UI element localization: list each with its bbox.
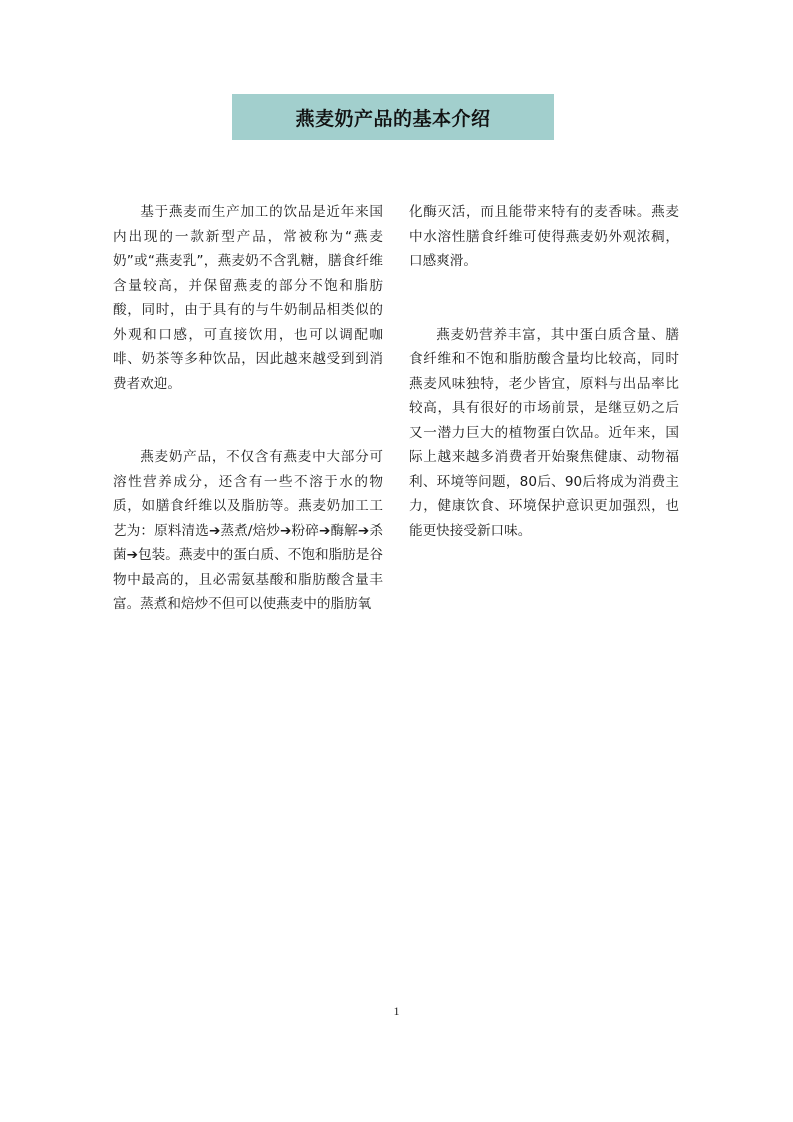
- title-banner: [232, 94, 554, 140]
- paragraph-nutrition: 燕麦奶营养丰富，其中蛋白质含量、膳食纤维和不饱和脂肪酸含量均比较高，同时燕麦风味独特，老少皆宜，原料与出品率比较高，具有很好的市场前景，是继豆奶之后又一潜力巨大的植物蛋白饮品。近年来，国际上越来越多消费者开始聚焦健康、动物福利、环境等问题，80后、90后将成为消费主力，健康饮食、环境保护意识更加强烈，也能更快接受新口味。: [409, 326, 679, 539]
- left-column: [113, 200, 383, 617]
- paragraph-spacer: [113, 396, 383, 445]
- paragraph-intro: 基于燕麦而生产加工的饮品是近年来国内出现的一款新型产品，常被称为“燕麦奶”或“燕麦乳”，燕麦奶不含乳糖，膳食纤维含量较高，并保留燕麦的部分不饱和脂肪酸，同时，由于具有的与牛奶制品相类似的外观和口感，可直接饮用，也可以调配咖啡、奶茶等多种饮品，因此越来越受到到消费者欢迎。: [113, 204, 383, 392]
- page-number: 1: [393, 1004, 400, 1018]
- page-title: 燕麦奶产品的基本介绍: [295, 107, 491, 130]
- paragraph-process: 燕麦奶产品，不仅含有燕麦中大部分可溶性营养成分，还含有一些不溶于水的物质，如膳食纤维以及脂肪等。燕麦奶加工工艺为：原料清选➔蒸煮/焙炒➔粉碎➔酶解➔杀菌➔包装。燕麦中的蛋白质、不饱和脂肪是谷物中最高的，且必需氨基酸和脂肪酸含量丰富。蒸煮和焙炒不但可以使燕麦中的脂肪氧: [113, 449, 383, 612]
- paragraph-process-continued: 化酶灭活，而且能带来特有的麦香味。燕麦中水溶性膳食纤维可使得燕麦奶外观浓稠，口感爽滑。: [409, 204, 679, 269]
- paragraph-spacer: [409, 274, 679, 323]
- right-column: [409, 200, 679, 543]
